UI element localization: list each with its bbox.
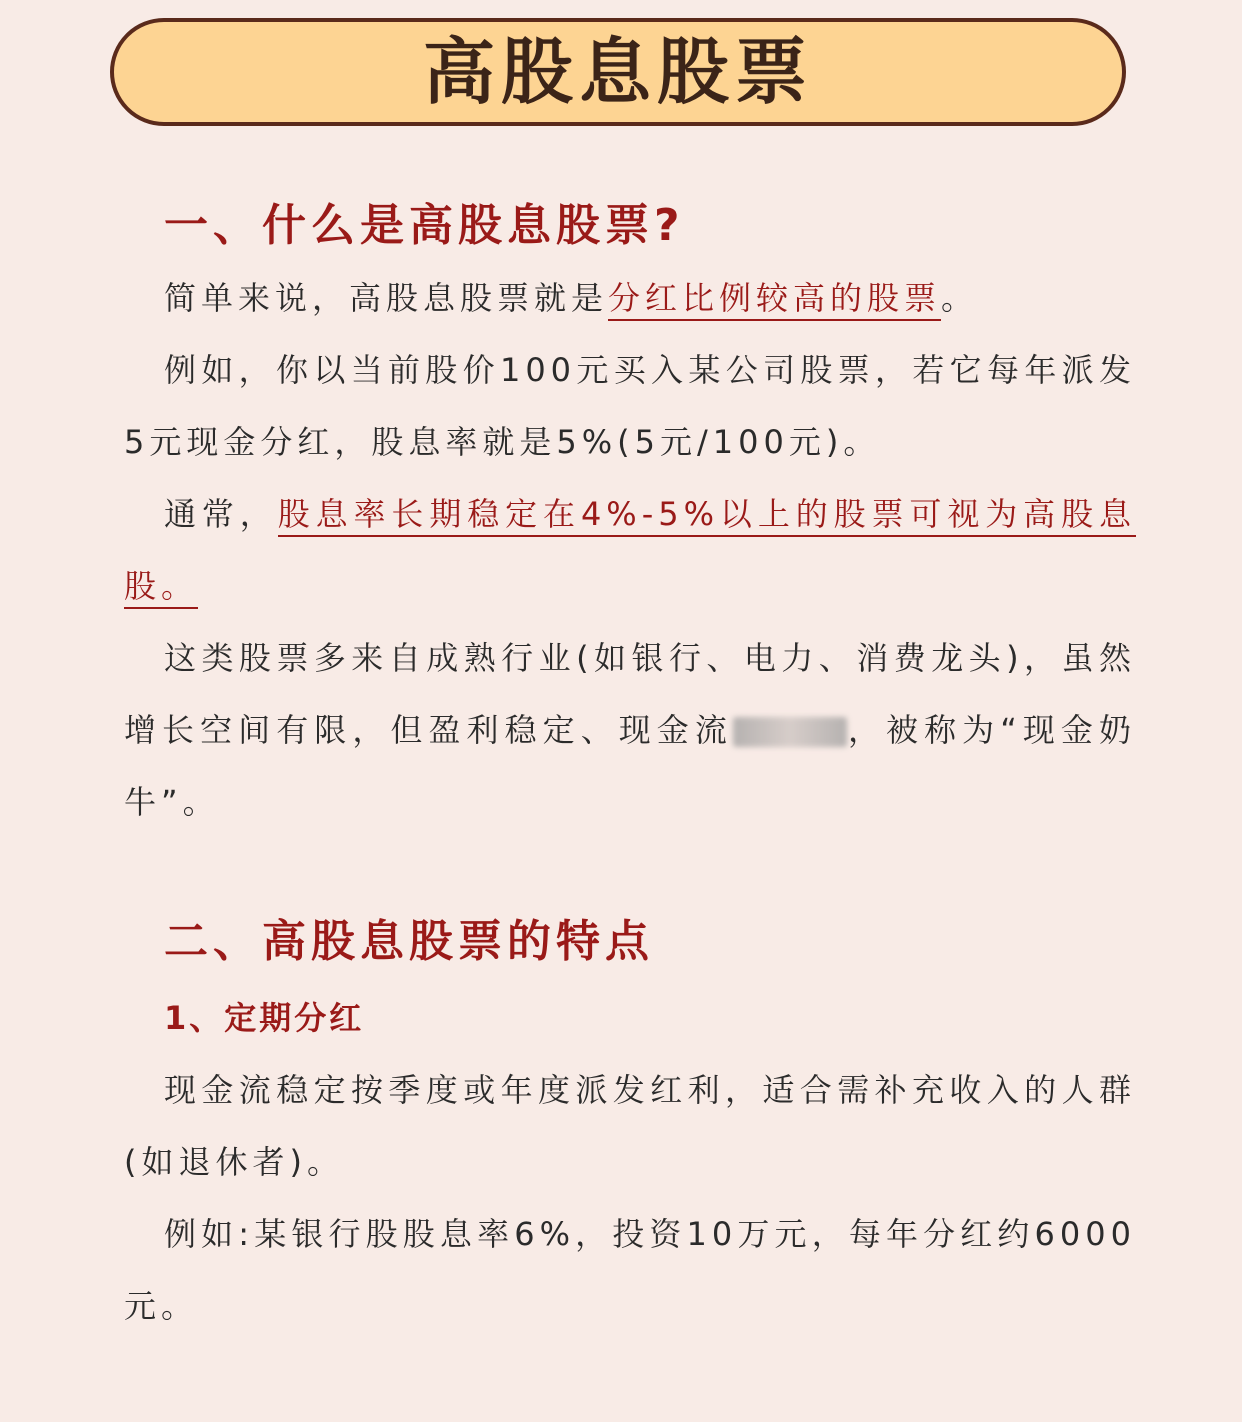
section-1-heading: 一、什么是高股息股票?	[164, 200, 685, 251]
blurred-text	[733, 717, 847, 747]
section-1-paragraph-2: 例如，你以当前股价100元买入某公司股票，若它每年派发5元现金分红，股息率就是5%(5元/100元)。	[124, 351, 1136, 461]
highlighted-phrase: 分红比例较高的股票	[608, 279, 941, 321]
section-2-heading: 二、高股息股票的特点	[164, 916, 654, 967]
section-1-paragraph-4	[124, 622, 1136, 838]
paragraph-text: 这类股票多来自成熟行业(如银行、电力、消费龙头)，虽然增长空间有限，但盈利稳定、现金流	[124, 639, 1136, 749]
section-1-paragraph-1	[124, 262, 1136, 334]
section-1-paragraph-3	[124, 478, 1136, 622]
page-title: 高股息股票	[422, 30, 813, 114]
subsection-1-heading: 1、定期分红	[164, 999, 365, 1037]
paragraph-text: ，被称为“现金奶牛”。	[124, 711, 1136, 821]
highlighted-phrase: 股息率长期稳定在4%-5%以上的股票可视为高股息股。	[124, 495, 1136, 609]
title-banner	[110, 18, 1126, 126]
subsection-1-paragraph-1: 现金流稳定按季度或年度派发红利，适合需补充收入的人群(如退休者)。	[124, 1071, 1136, 1181]
paragraph-text: 通常，	[164, 495, 278, 533]
paragraph-text: 简单来说，高股息股票就是	[164, 279, 609, 317]
subsection-1-paragraph-2: 例如:某银行股股息率6%，投资10万元，每年分红约6000元。	[124, 1215, 1136, 1325]
paragraph-text: 。	[941, 279, 979, 317]
